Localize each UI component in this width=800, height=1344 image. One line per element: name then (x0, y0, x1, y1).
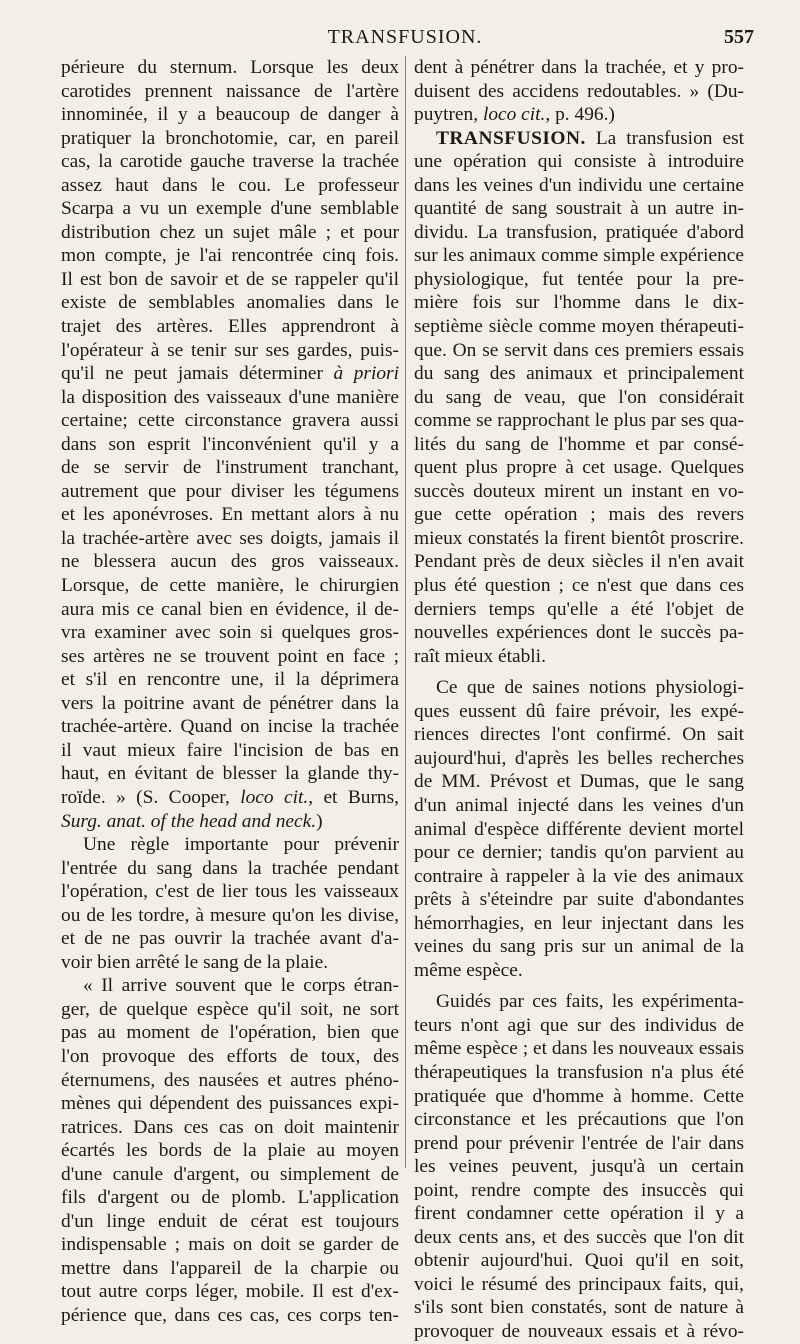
text-line: l'on provoque des efforts de toux, des (61, 1045, 399, 1067)
page-number: 557 (724, 26, 754, 48)
text-line: haut, en évitant de blesser la glande thy- (61, 763, 399, 785)
text-line: mieux constatés la firent bientôt proscrire. (414, 527, 744, 549)
text-line: circonstance et les précautions que l'on (414, 1109, 744, 1131)
text-line (414, 103, 744, 127)
text-line: sur les animaux comme simple expérience (414, 245, 744, 267)
text-line: pratiquée que d'homme à homme. Cette (414, 1085, 744, 1107)
text-line: Une règle importante pour prévenir (83, 834, 399, 856)
text-segment: La transfusion est (585, 127, 744, 149)
text-line: et s'il en rencontre une, il la déprimera (61, 669, 399, 691)
text-segment: qu'il ne peut jamais déterminer (61, 363, 334, 385)
text-segment: puytren, (414, 104, 483, 126)
text-line (414, 127, 744, 151)
text-line: ques eussent dû faire prévoir, les expé- (414, 700, 744, 722)
text-line: même espèce. (414, 959, 523, 981)
text-line: animal d'espèce différente devient mortel (414, 818, 744, 840)
text-line: périeure du sternum. Lorsque les deux (61, 57, 399, 78)
text-line: obtenir aujourd'hui. Quoi qu'il en soit, (414, 1250, 744, 1272)
text-line: ne blessera aucun des gros vaisseaux. (61, 551, 399, 573)
running-title: TRANSFUSION. (327, 26, 483, 48)
text-segment: ) (316, 810, 323, 832)
page-header (56, 26, 754, 52)
italic-term: à priori (333, 363, 399, 385)
text-line: il vaut mieux faire l'incision de bas en (61, 739, 399, 761)
text-line: derniers temps qu'elle a été l'objet de (414, 598, 744, 620)
text-line: voici le résumé des principaux faits, qui, (414, 1273, 744, 1295)
text-line: la disposition des vaisseaux d'une manière (61, 386, 399, 408)
italic-citation: loco cit. (482, 104, 546, 126)
text-line: prend pour prévenir l'entrée de l'air dans (414, 1132, 744, 1154)
text-line: l'opérateur à se tenir sur ses gardes, puis- (61, 339, 399, 361)
text-line (61, 810, 399, 834)
text-line: du sang de veau, que l'on considérait (414, 386, 744, 408)
text-line: pour ce dernier; tandis qu'on parvient au (414, 842, 744, 864)
italic-citation: loco cit. (240, 786, 309, 808)
text-line: dans les veines d'un individu une certaine (414, 174, 744, 196)
text-line: pratiquer la bronchotomie, car, en pareil (61, 127, 399, 149)
text-line: raît mieux établi. (414, 645, 546, 667)
text-line: lités du sang de l'homme et par consé- (414, 433, 744, 455)
text-line: trajet des artères. Elles apprendront à (61, 316, 399, 338)
text-line (61, 786, 399, 810)
text-line (61, 362, 399, 386)
text-line: mon compte, je l'ai rencontrée cinq fois. (61, 245, 399, 267)
text-line: trachée-artère. Quand on incise la trachée (61, 716, 399, 738)
text-line: distribution chez un sujet mâle ; et pour (61, 221, 399, 243)
text-line: l'opération, c'est de lier tous les vaisseaux (61, 881, 399, 903)
text-line: les veines peuvent, jusqu'à un certain (414, 1156, 744, 1178)
text-line: de se servir de l'instrument tranchant, (61, 457, 399, 479)
text-line: d'un linge enduit de cérat est toujours (61, 1210, 399, 1232)
text-line: quantité de sang soustrait à un autre in- (414, 198, 744, 220)
text-line: indispensable ; mais on doit se garder de (61, 1234, 399, 1256)
right-column (414, 56, 744, 1344)
text-line: du sang des animaux et principalement (414, 363, 744, 385)
text-line: carotides prennent naissance de l'artère (61, 80, 399, 102)
text-line: septième siècle comme moyen thérapeuti- (414, 316, 744, 338)
text-line: la trachée-artère avec ses doigts, jamais il (61, 527, 399, 549)
text-line: Scarpa a vu un exemple d'une semblable (61, 198, 399, 220)
text-line: tout autre corps léger, mobile. Il est d'ex- (61, 1281, 399, 1303)
text-line: assez haut dans le cou. Le professeur (61, 174, 399, 196)
text-line: nouvelles expériences dont le succès pa- (414, 622, 744, 644)
text-segment: roïde. » (S. Cooper, (61, 786, 241, 808)
text-line: Il est bon de savoir et de se rappeler qu'il (61, 268, 399, 290)
text-line: riences directes l'ont confirmé. On sait (414, 724, 744, 746)
italic-citation: Surg. anat. of the head and neck. (61, 810, 317, 832)
text-segment: , et Burns, (308, 786, 399, 808)
text-line: ger, de quelque espèce qu'il soit, ne sort (61, 998, 399, 1020)
text-line: d'un animal injecté dans les veines d'un (414, 794, 744, 816)
text-line: pas au moment de l'opération, bien que (61, 1022, 399, 1044)
text-line: d'une canule d'argent, ou simplement de (61, 1163, 399, 1185)
text-line: autrement que pour diviser les tégumens (61, 480, 399, 502)
text-line: mière fois sur l'homme dans le dix- (414, 292, 744, 314)
text-line: Pendant près de deux siècles il n'en avait (414, 551, 744, 573)
text-line: deux cents ans, et des succès que l'on dit (414, 1226, 744, 1248)
text-segment: , p. 496.) (545, 104, 615, 126)
text-line: dans son esprit l'inconvénient qu'il y a (61, 433, 399, 455)
section-heading: TRANSFUSION. (436, 127, 586, 149)
text-line: teurs n'ont agi que sur des individus de (414, 1014, 744, 1036)
text-line: Lorsque, de cette manière, le chirurgien (61, 575, 399, 597)
text-line: écartés les bords de la plaie au moyen (61, 1140, 399, 1162)
text-line: mènes qui dépendent des puissances expi- (61, 1093, 399, 1115)
text-line: s'ils sont bien constatés, sont de nature à (414, 1297, 744, 1319)
text-line: Ce que de saines notions physiologi- (436, 677, 744, 699)
text-line: vra examiner avec soin si quelques gros- (61, 622, 399, 644)
text-line: mettre dans l'appareil de la charpie ou (61, 1257, 399, 1279)
text-line: de MM. Prévost et Dumas, que le sang (414, 771, 744, 793)
text-line: vers la poitrine avant de pénétrer dans la (61, 692, 399, 714)
text-line: thérapeutiques la transfusion n'a plus été (414, 1061, 744, 1083)
text-line: ses artères ne se trouvent point en face ; (61, 645, 399, 667)
text-line: dividu. La transfusion, pratiquée d'abord (414, 221, 744, 243)
paragraph-gap (414, 982, 744, 990)
text-line: firent condamner cette opération il y a (414, 1203, 744, 1225)
text-line: ou de les tordre, à mesure qu'on les divise, (61, 904, 399, 926)
text-line: veines du sang pris sur un animal de la (414, 936, 744, 958)
text-line: périence que, dans ces cas, ces corps ten- (61, 1304, 399, 1326)
text-line: prêts à s'éteindre par suite d'abondantes (414, 889, 744, 911)
text-line: cas, la carotide gauche traverse la trachée (61, 151, 399, 173)
text-line: éternumens, des nausées et autres phéno- (61, 1069, 399, 1091)
text-line: et les aponévroses. En mettant alors à nu (61, 504, 399, 526)
text-line: dent à pénétrer dans la trachée, et y pro- (414, 57, 744, 78)
text-line: succès douteux mirent un instant en vo- (414, 480, 744, 502)
text-line: aura mis ce canal bien en évidence, il de- (61, 598, 399, 620)
text-line: duisent des accidens redoutables. » (Du- (414, 80, 744, 102)
text-line: aujourd'hui, d'après les belles recherches (414, 747, 744, 769)
text-line: ratrices. Dans ces cas on doit maintenir (61, 1116, 399, 1138)
left-column (61, 56, 399, 1328)
text-line: l'entrée du sang dans la trachée pendant (61, 857, 399, 879)
text-line: plus été question ; ce n'est que dans ces (414, 575, 744, 597)
text-line: gue cette opération ; mais des revers (414, 504, 744, 526)
text-line: contraire à rappeler à la vie des animaux (414, 865, 744, 887)
text-line: certaine; cette circonstance gravera aussi (61, 410, 399, 432)
text-line: physiologique, fut tentée pour la pre- (414, 268, 744, 290)
text-line: existe de semblables anomalies dans le (61, 292, 399, 314)
text-line: point, rendre compte des insuccès qui (414, 1179, 744, 1201)
text-line: quent plus propre à cet usage. Quelques (414, 457, 744, 479)
text-line: comme se rapprochant le plus par ses qua- (414, 410, 744, 432)
text-line: « Il arrive souvent que le corps étran- (83, 975, 399, 997)
text-line: provoquer de nouveaux essais et à révo- (414, 1320, 744, 1342)
text-line: innominée, il y a beaucoup de danger à (61, 104, 399, 126)
text-line: et de ne pas ouvrir la trachée avant d'a- (61, 928, 399, 950)
text-line: hémorrhagies, en leur injectant dans les (414, 912, 744, 934)
column-divider (405, 56, 406, 1168)
text-line: une opération qui consiste à introduire (414, 151, 744, 173)
text-line: fils d'argent ou de plomb. L'application (61, 1187, 399, 1209)
text-line: que. On se servit dans ces premiers essais (414, 339, 744, 361)
text-line: même espèce ; et dans les nouveaux essais (414, 1038, 744, 1060)
text-line: voir bien arrêté le sang de la plaie. (61, 951, 329, 973)
paragraph-gap (414, 668, 744, 676)
text-line: Guidés par ces faits, les expérimenta- (436, 991, 744, 1013)
